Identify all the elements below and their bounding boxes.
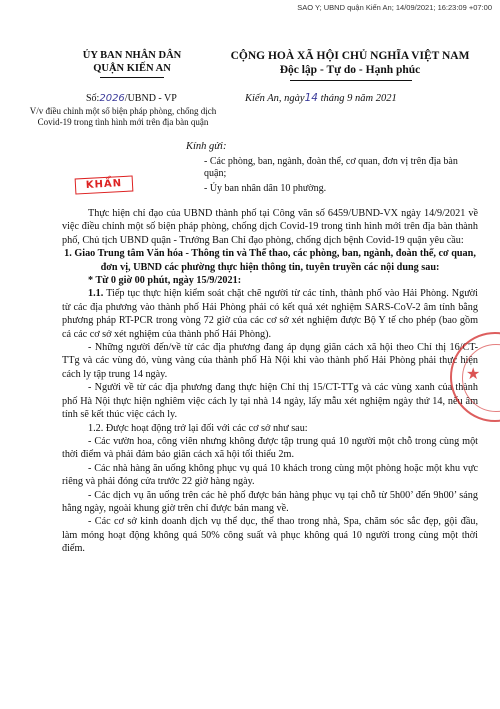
body-paragraph: Thực hiện chỉ đạo của UBND thành phố tại Công văn số 6459/UBND-VX ngày 14/9/2021 về việc điều chỉnh một số biện pháp phòng, chống dịch Covid-19 trong tình hình mới trên địa bàn thành phố, Chủ tịch UBND quận - Trưởng Ban Chỉ đạo phòng, chống dịch bệnh Covid-19 quận yêu cầu: [62,208,478,246]
doc-number-prefix: Số: [86,93,100,104]
body-bullet: - Các cơ sở kinh doanh dịch vụ thể dục, thể thao trong nhà, Spa, chăm sóc sắc đẹp, gội đầu, làm móng hoạt động không quá 50% công suất và phục không quá 10 người trong cùng một thời điểm. [62,516,478,555]
section-1-1-label: 1.1. [88,288,104,300]
section-1-2: 1.2. Được hoạt động trở lại đối với các cơ sở như sau: [88,422,308,434]
body-bullet: - Các dịch vụ ăn uống trên các hè phố được bán hàng phục vụ tại chỗ từ 5h00’ đến 9h00’ sáng hằng ngày, ngoài khung giờ trên chỉ được bán mang về. [62,489,478,514]
urgent-stamp: KHẨN [75,175,134,194]
section-heading: 1. Giao Trung tâm Văn hóa - Thông tin và Thể thao, các phòng, ban, ngành, đoàn thể, cơ quan, đơn vị, UBND các phường thực hiện thông tin, tuyên truyền các nội dung sau: [64,248,476,273]
national-motto: Độc lập - Tự do - Hạnh phúc [279,64,421,76]
digital-signature-stamp: SAO Y; UBND quận Kiến An; 14/09/2021; 16:23:09 +07:00 [297,3,492,12]
effective-time-heading: * Từ 0 giờ 00 phút, ngày 15/9/2021: [88,275,242,287]
national-title: CỘNG HOÀ XÃ HỘI CHỦ NGHĨA VIỆT NAM [230,50,470,62]
org-name-line2: QUẬN KIẾN AN [93,63,171,74]
org-name-line1: ỦY BAN NHÂN DÂN [82,50,182,61]
document-number [86,93,177,104]
body-bullet: - Các nhà hàng ăn uống không phục vụ quá 10 khách trong cùng một phòng hoặc một khu vực riêng và phải đóng cửa trước 22 giờ hàng ngày. [62,462,478,488]
date-day-handwritten: 14 [304,92,318,104]
date-prefix: Kiến An, ngày [245,93,305,104]
seal-star-icon: ★ [466,366,481,383]
body-bullet: - Những người đến/về từ các địa phương đang áp dụng giãn cách xã hội theo Chỉ thị 16/CT-TTg và các vùng đỏ, vùng vàng của thành phố Hà Nội khi vào thành phố Hải Phòng phải thực hiện cách ly tập trung 14 ngày. [62,342,478,380]
body-bullet: - Người về từ các địa phương đang thực hiện Chỉ thị 15/CT-TTg và các vùng xanh của thành phố Hà Nội thực hiện nghiêm việc cách ly tại nhà 14 ngày, lấy mẫu xét nghiệm ngày thứ 14, nếu âm tính sẽ kết thúc việc cách ly. [62,382,478,421]
body-bullet: - Các vườn hoa, công viên nhưng không được tập trung quá 10 người một chỗ trong cùng một thời điểm và phải đảm bảo giãn cách xã hội tối thiểu 2m. [62,435,478,461]
document-date [245,92,397,104]
doc-number-suffix: /UBND - VP [124,93,177,104]
section-1-1 [62,287,478,341]
document-subject: V/v điều chỉnh một số biện pháp phòng, chống dịch Covid-19 trong tình hình mới trên địa bàn quận [29,106,217,127]
recipients-label: Kính gửi: [186,141,227,152]
doc-number-handwritten: 2026 [99,93,125,104]
document-body [62,207,481,556]
motto-underline [290,80,412,81]
org-underline [100,77,164,78]
date-suffix: tháng 9 năm 2021 [317,93,397,104]
recipient-item: - Các phòng, ban, ngành, đoàn thể, cơ quan, đơn vị trên địa bàn quận; [204,156,458,179]
section-1-1-text: Tiếp tục thực hiện kiểm soát chặt chẽ người từ các tỉnh, thành phố vào Hải Phòng. Người từ các địa phương vào thành phố Hải Phòng phải có kết quả xét nghiệm SARS-CoV-2 âm tính bằng phương pháp RT-PCR trong vòng 72 giờ của các cơ sở xét nghiệm được Bộ Y tế cho phép (bao gồm cả các cơ sở xét nghiệm của thành phố Hải Phòng). [62,288,478,340]
recipient-item: - Ủy ban nhân dân 10 phường. [204,183,327,194]
